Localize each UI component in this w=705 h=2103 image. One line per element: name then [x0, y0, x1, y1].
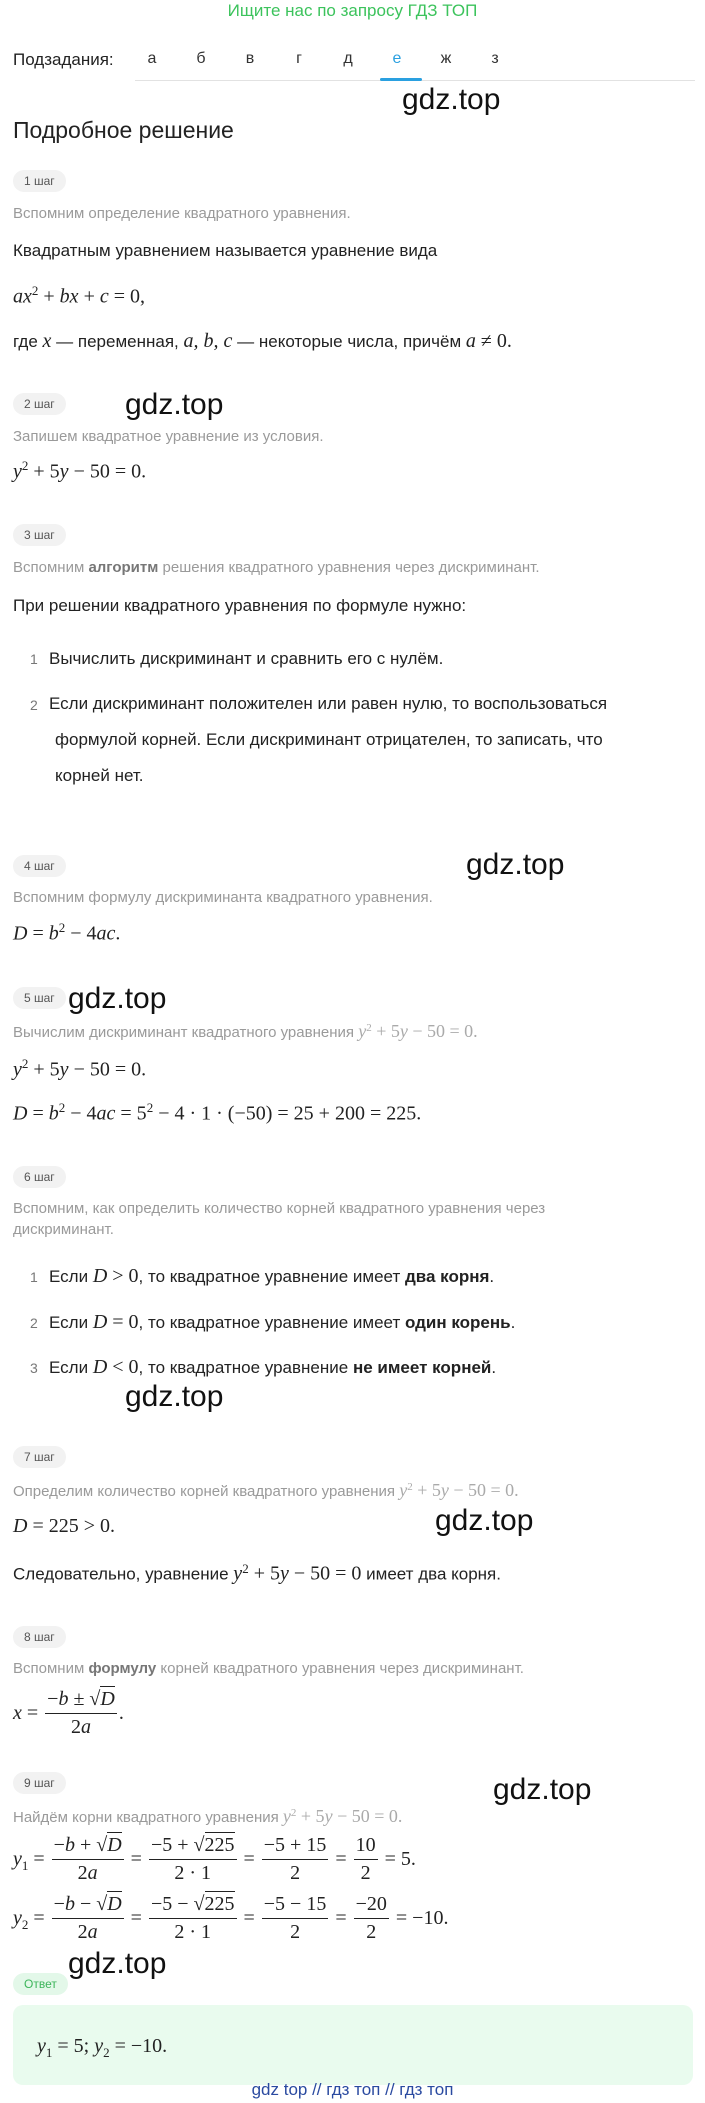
step-text-where: где x — переменная, a, b, c — некоторые числа, причём a ≠ 0. [13, 330, 512, 352]
watermark: gdz.top [68, 982, 167, 1015]
formula-roots: x = $\frac{-b \pm √D}{2a}$ . [13, 1688, 124, 1738]
list-item-number: 2 [30, 697, 38, 713]
watermark: gdz.top [493, 1773, 592, 1806]
watermark: gdz.top [68, 1947, 167, 1980]
step-hint: Вспомним формулу корней квадратного уравнения через дискриминант. [13, 1660, 524, 1677]
step-badge: 5 шаг [13, 987, 66, 1009]
step-hint: Вычислим дискриминант квадратного уравнения $y^2 + 5y - 50 = 0$. [13, 1021, 478, 1041]
list-item-number: 3 [30, 1360, 38, 1376]
page-title: Подробное решение [13, 117, 234, 143]
step-hint: Найдём корни квадратного уравнения $y^2 + 5y - 50 = 0$. [13, 1806, 403, 1826]
watermark: gdz.top [125, 1380, 224, 1413]
tab-a[interactable]: а [147, 50, 157, 67]
formula-quadratic: $ax^2$ + bx + c = 0, [13, 283, 146, 308]
watermark: gdz.top [466, 848, 565, 881]
step-hint: Определим количество корней квадратного уравнения $y^2 + 5y - 50 = 0$. [13, 1480, 519, 1500]
formula-discriminant: $D = b^2 - 4ac$. [13, 920, 121, 945]
formula-root-2: $y_2$ = $\frac{-b - √D}{2a}$ = $\frac{-5 - √225}{2 \cdot 1}$ = $\frac{-5 - 15}{2}$ = $\frac{-20}{2}$ = −10. [13, 1893, 449, 1943]
list-item: корней нет. [55, 766, 144, 785]
subtasks-label: Подзадания: [13, 50, 114, 69]
step-text: При решении квадратного уравнения по формуле нужно: [13, 596, 467, 615]
step-hint: Вспомним алгоритм решения квадратного уравнения через дискриминант. [13, 559, 540, 576]
footer-links[interactable]: gdz top // гдз топ // гдз топ [251, 2080, 454, 2099]
answer-badge: Ответ [13, 1973, 68, 1995]
watermark: gdz.top [402, 83, 501, 116]
step-badge: 1 шаг [13, 170, 66, 192]
step-hint: Вспомним формулу дискриминанта квадратного уравнения. [13, 889, 433, 906]
tab-z[interactable]: з [491, 50, 499, 67]
formula-given: $y^2 + 5y - 50 = 0$. [13, 458, 147, 483]
list-item: Если D < 0, то квадратное уравнение не имеет корней. [49, 1356, 497, 1378]
tab-v[interactable]: в [245, 50, 255, 67]
step-text: Квадратным уравнением называется уравнение вида [13, 241, 438, 260]
step-hint: Запишем квадратное уравнение из условия. [13, 428, 324, 445]
tab-zh[interactable]: ж [440, 50, 452, 67]
active-tab-indicator [380, 78, 422, 81]
step-text: Следовательно, уравнение $y^2 + 5y - 50 = 0$ имеет два корня. [13, 1561, 501, 1585]
step-badge: 9 шаг [13, 1772, 66, 1794]
promo-banner[interactable]: Ищите нас по запросу ГДЗ ТОП [227, 1, 478, 20]
list-item: Вычислить дискриминант и сравнить его с нулём. [49, 649, 444, 668]
list-item: Если D = 0, то квадратное уравнение имеет один корень. [49, 1311, 516, 1333]
watermark: gdz.top [435, 1504, 534, 1537]
list-item: Если дискриминант положителен или равен нулю, то воспользоваться [49, 694, 608, 713]
step-badge: 6 шаг [13, 1166, 66, 1188]
list-item-number: 1 [30, 651, 38, 667]
tab-d[interactable]: д [343, 50, 353, 67]
step-badge: 2 шаг [13, 393, 66, 415]
tab-g[interactable]: г [296, 50, 302, 67]
formula-root-1: $y_1$ = $\frac{-b + √D}{2a}$ = $\frac{-5 + √225}{2 \cdot 1}$ = $\frac{-5 + 15}{2}$ = $\frac{10}{2}$ = 5. [13, 1834, 416, 1884]
subtask-tabs [135, 40, 695, 81]
step-badge: 4 шаг [13, 855, 66, 877]
list-item: формулой корней. Если дискриминант отрицателен, то записать, что [55, 730, 603, 749]
formula-discriminant-calc: $D = b^2 - 4ac = 5^2 - 4 \cdot 1 \cdot (-50) = 25 + 200 = 225$. [13, 1100, 422, 1125]
list-item-number: 1 [30, 1269, 38, 1285]
tab-b[interactable]: б [196, 50, 206, 67]
list-item-number: 2 [30, 1315, 38, 1331]
list-item: Если D > 0, то квадратное уравнение имеет два корня. [49, 1265, 495, 1287]
step-hint: Вспомним, как определить количество корней квадратного уравнения через [13, 1200, 546, 1217]
step-hint: Вспомним определение квадратного уравнения. [13, 205, 351, 222]
step-badge: 3 шаг [13, 524, 66, 546]
answer-box [13, 2005, 693, 2085]
step-badge: 8 шаг [13, 1626, 66, 1648]
watermark: gdz.top [125, 388, 224, 421]
formula-given: $y^2 + 5y - 50 = 0$. [13, 1056, 147, 1081]
answer-formula: $y_1 = 5$; $y_2 = -10$. [37, 2035, 168, 2060]
step-badge: 7 шаг [13, 1446, 66, 1468]
tab-e-active[interactable]: е [392, 50, 402, 67]
step-hint: дискриминант. [13, 1221, 114, 1238]
formula-d-positive: D = 225 > 0. [13, 1515, 116, 1537]
